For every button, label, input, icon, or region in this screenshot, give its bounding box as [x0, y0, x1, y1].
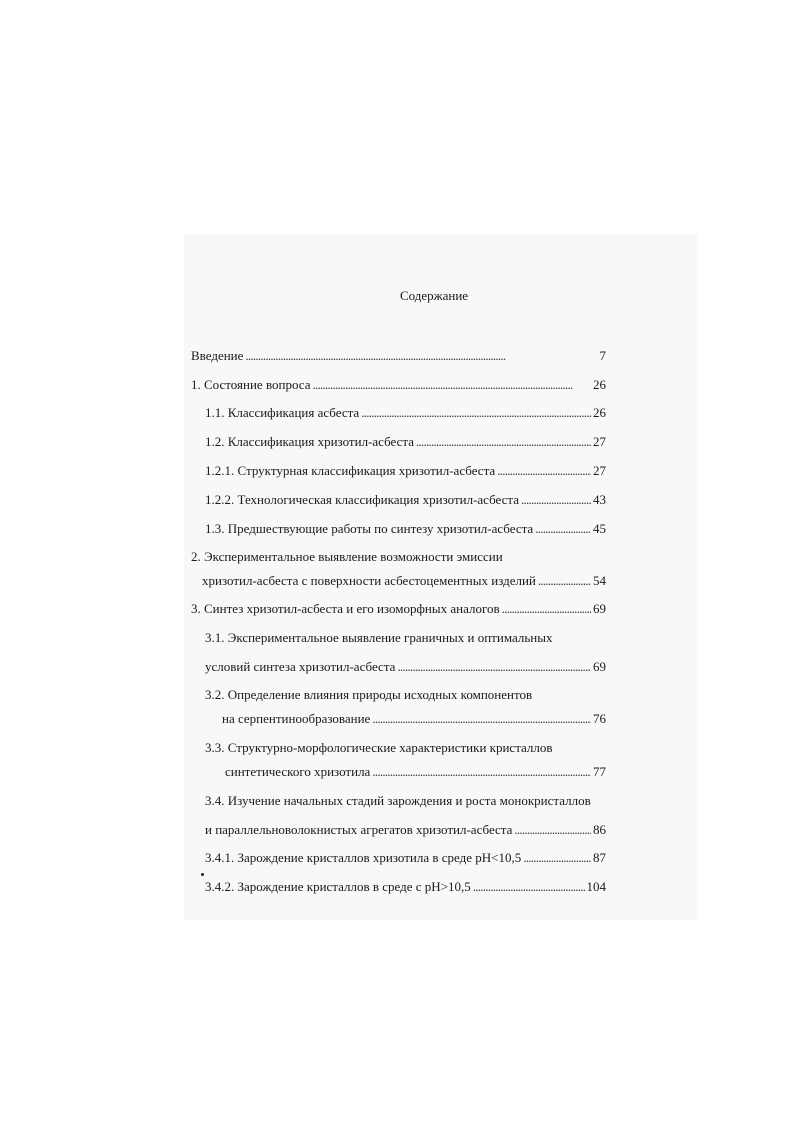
- toc-entry-first-line: 3.1. Экспериментальное выявление граничных и оптимальных: [205, 630, 553, 645]
- toc-page-number: 43: [593, 492, 606, 507]
- toc-entry-text: 3.4.2. Зарождение кристаллов в среде с pH>10,5: [205, 879, 471, 894]
- toc-entry-3-3[interactable]: [205, 739, 606, 780]
- leader-dots: [361, 404, 591, 421]
- leader-dots: [538, 572, 591, 589]
- toc-page-number: 27: [593, 434, 606, 449]
- leader-dots: [372, 710, 591, 727]
- leader-dots: [523, 849, 591, 866]
- toc-entry-1-2[interactable]: [205, 433, 606, 450]
- toc-entry-1-2-2[interactable]: [205, 491, 606, 508]
- toc-entry-text: хризотил-асбеста с поверхности асбестоцементных изделий: [202, 573, 536, 588]
- toc-page-number: 104: [586, 879, 606, 894]
- toc-page-number: 45: [593, 521, 606, 536]
- toc-page-number: 26: [593, 377, 606, 392]
- toc-entry-text: условий синтеза хризотил-асбеста: [205, 659, 396, 674]
- toc-page-number: 54: [593, 573, 606, 588]
- leader-dots: [502, 600, 591, 617]
- scan-speck: [201, 873, 204, 876]
- toc-page-number: 69: [593, 659, 606, 674]
- toc-entry-text: 1. Состояние вопроса: [191, 377, 311, 392]
- toc-title: Содержание: [399, 288, 469, 303]
- toc-page-number: 77: [593, 764, 606, 779]
- toc-entry-first-line: 2. Экспериментальное выявление возможности эмиссии: [191, 549, 503, 564]
- toc-entry-introduction[interactable]: [191, 347, 606, 364]
- toc-entry-1-3[interactable]: [205, 520, 606, 537]
- toc-entry-text: и параллельноволокнистых агрегатов хризотил-асбеста: [205, 822, 513, 837]
- leader-dots: [535, 520, 591, 537]
- toc-entry-3-1[interactable]: [205, 629, 606, 675]
- toc-entry-1-1[interactable]: [205, 404, 606, 421]
- toc-entry-1[interactable]: [191, 376, 606, 393]
- toc-entry-text: 1.2. Классификация хризотил-асбеста: [205, 434, 415, 449]
- leader-dots: [416, 433, 591, 450]
- toc-entry-text: на серпентинообразование: [222, 711, 371, 726]
- toc-entry-3-4-1[interactable]: [205, 849, 606, 866]
- toc-entry-3-2[interactable]: [205, 686, 606, 727]
- leader-dots: [245, 347, 597, 364]
- leader-dots: [312, 376, 591, 393]
- toc-entry-first-line: 3.3. Структурно-морфологические характеристики кристаллов: [205, 740, 553, 755]
- toc-entry-text: синтетического хризотила: [225, 764, 371, 779]
- toc-page-number: 69: [593, 601, 606, 616]
- toc-page-number: 27: [593, 463, 606, 478]
- toc-entry-text: 3. Синтез хризотил-асбеста и его изоморфных аналогов: [191, 601, 500, 616]
- leader-dots: [372, 763, 591, 780]
- toc-page-number: 76: [593, 711, 606, 726]
- toc-entry-1-2-1[interactable]: [205, 462, 606, 479]
- toc-page-number: 26: [593, 405, 606, 420]
- toc-entry-text: 3.4.1. Зарождение кристаллов хризотила в среде pH<10,5: [205, 850, 522, 865]
- leader-dots: [514, 821, 591, 838]
- leader-dots: [521, 491, 591, 508]
- toc-entry-3[interactable]: [191, 600, 606, 617]
- toc-entry-text: 1.3. Предшествующие работы по синтезу хризотил-асбеста: [205, 521, 534, 536]
- toc-entry-2[interactable]: [191, 548, 606, 589]
- toc-entry-text: 1.2.1. Структурная классификация хризотил-асбеста: [205, 463, 496, 478]
- toc-entry-first-line: 3.2. Определение влияния природы исходных компонентов: [205, 687, 533, 702]
- toc-entry-text: 1.1. Классификация асбеста: [205, 405, 360, 420]
- leader-dots: [473, 878, 585, 895]
- toc-page-number: 87: [593, 850, 606, 865]
- toc-entry-3-4[interactable]: [205, 792, 606, 838]
- toc-page-number: 7: [599, 348, 606, 363]
- leader-dots: [397, 658, 591, 675]
- toc-entry-3-4-2[interactable]: [205, 878, 606, 895]
- toc-page-number: 86: [593, 822, 606, 837]
- toc-entry-first-line: 3.4. Изучение начальных стадий зарождения и роста монокристаллов: [205, 793, 591, 808]
- toc-entry-text: Введение: [191, 348, 244, 363]
- leader-dots: [497, 462, 591, 479]
- toc-entry-text: 1.2.2. Технологическая классификация хризотил-асбеста: [205, 492, 520, 507]
